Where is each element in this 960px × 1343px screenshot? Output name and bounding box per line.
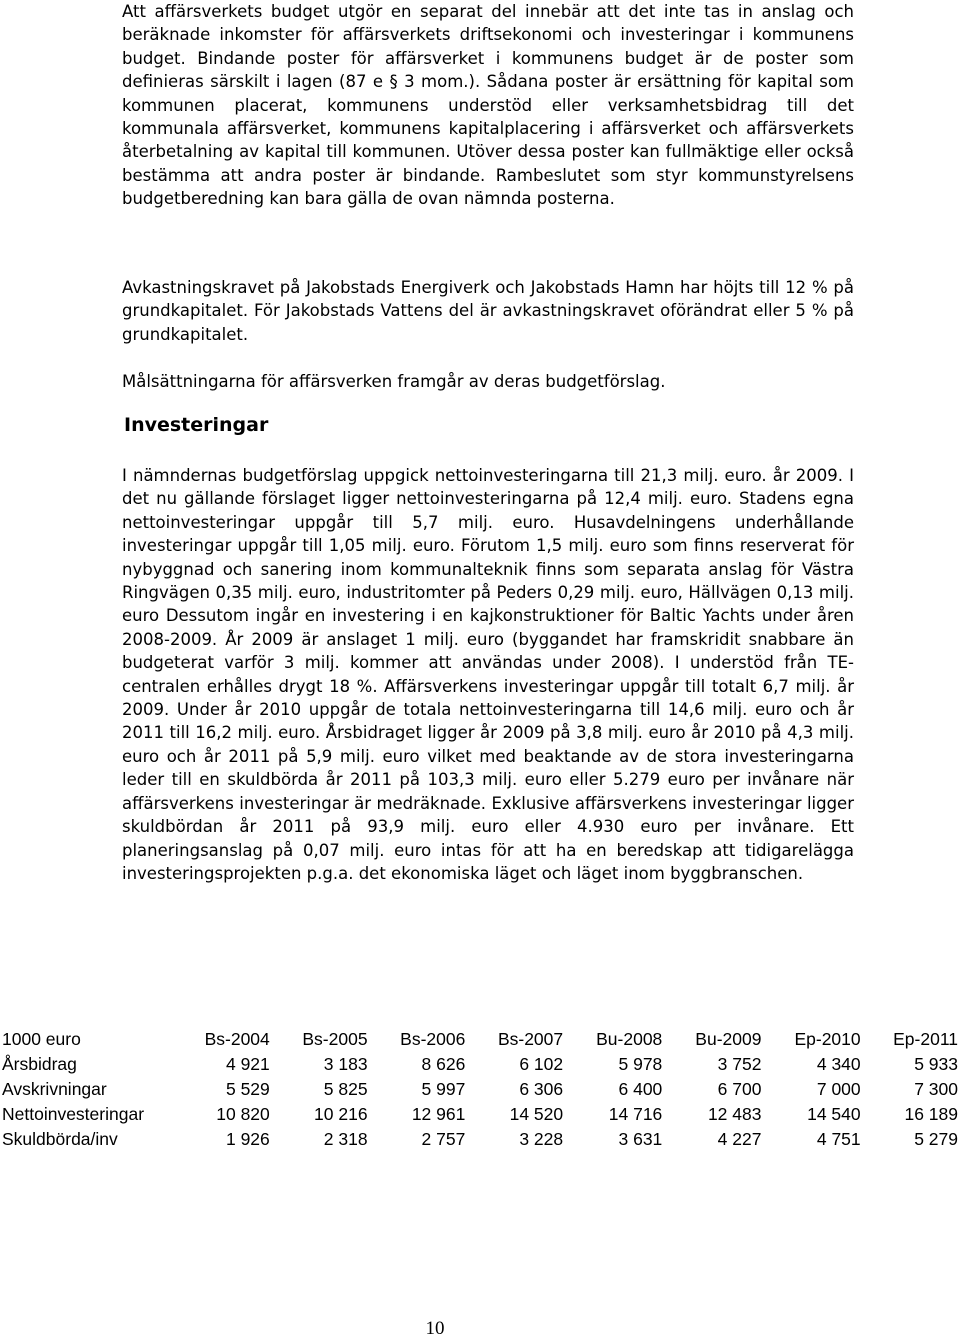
goals-paragraph: Målsättningarna för affärsverken framgår av deras budgetförslag.	[122, 372, 666, 391]
table-row	[0, 1127, 960, 1152]
table-cell: 5 279	[914, 1129, 958, 1149]
column-header: Ep-2011	[893, 1029, 958, 1049]
table-cell: 14 520	[509, 1104, 564, 1124]
column-header: Bu-2008	[596, 1029, 663, 1049]
table-cell: 14 716	[608, 1104, 663, 1124]
table-cell: 6 306	[519, 1079, 564, 1099]
table-cell: 4 751	[816, 1129, 861, 1149]
investments-paragraph: I nämndernas budgetförslag uppgick nettoinvesteringarna till 21,3 milj. euro. år 2009. I det nu gällande förslaget ligger nettoinvesteringarna på 12,4 milj. euro. Stadens egna nettoinvesteringar uppgår till 5,7 milj. euro. Husavdelningens underhållande investeringar uppgår till 1,05 milj. euro. Förutom 1,5 milj. euro som finns reserverat för nybyggnad och sanering inom kommunalteknik finns som separata anslag för Västra Ringvägen 0,35 milj. euro, industritomter på Peders 0,29 milj. euro, Hällvägen 0,13 milj. euro Dessutom ingår en investering i en kajkonstruktioner för Baltic Yachts under åren 2008-2009. År 2009 är anslaget 1 milj. euro (byggandet har framskridit snabbare än budgeterat varför 3 milj. kommer att användas under 2008). I understöd från TE-centralen erhålles drygt 18 %. Affärsverkens investeringar uppgår till totalt 6,7 milj. år 2009. Under år 2010 uppgår de totala nettoinvesteringarna till 14,6 milj. euro och år 2011 till 16,2 milj. euro. Årsbidraget ligger år 2009 på 3,8 milj. euro år 2010 på 4,3 milj. euro och år 2011 på 5,9 milj. euro vilket med beaktande av de stora investeringarna leder till en skuldbörda år 2011 på 103,3 milj. euro eller 5.279 euro per invånare när affärsverkens investeringar är medräknade. Exklusive affärsverkens investeringar ligger skuldbördan år 2011 på 93,9 milj. euro eller 4.930 euro per invånare. Ett planeringsanslag på 0,07 milj. euro intas för att ha en beredskap att tidigarelägga investeringsprojekten p.g.a. det ekonomiska läget och läget inom byggbranschen.	[122, 466, 854, 883]
column-header: Bs-2005	[302, 1029, 368, 1049]
column-header: Bu-2009	[695, 1029, 762, 1049]
financial-table	[0, 1027, 960, 1152]
table-cell: 2 318	[323, 1129, 368, 1149]
row-label: Skuldbörda/inv	[2, 1129, 118, 1149]
table-cell: 14 540	[807, 1104, 861, 1124]
row-label: Årsbidrag	[2, 1054, 77, 1074]
column-header: Bs-2006	[400, 1029, 466, 1049]
column-header: Bs-2004	[204, 1029, 270, 1049]
table-cell: 12 961	[411, 1104, 466, 1124]
table-cell: 12 483	[707, 1104, 762, 1124]
table-cell: 3 752	[717, 1054, 762, 1074]
table-header-row	[0, 1027, 960, 1052]
table-cell: 10 820	[216, 1104, 270, 1124]
column-header: Bs-2007	[497, 1029, 564, 1049]
row-label: Avskrivningar	[2, 1079, 107, 1099]
table-cell: 2 757	[421, 1129, 466, 1149]
table-row	[0, 1077, 960, 1102]
table-row	[0, 1102, 960, 1127]
table-cell: 6 102	[519, 1054, 564, 1074]
table-cell: 8 626	[421, 1054, 466, 1074]
table-cell: 16 189	[904, 1104, 958, 1124]
intro-paragraph: Att affärsverkets budget utgör en separat del innebär att det inte tas in anslag och beräknade inkomster för affärsverkets driftsekonomi och investeringar i kommunens budget. Bindande poster för affärsverket i kommunens budget är de poster som definieras särskilt i lagen (87 e § 3 mom.). Sådana poster är ersättning för kapital som kommunen placerat, kommunens understöd eller verksamhetsbidrag till det kommunala affärsverket, kommunens kapitalplacering i affärsverket och affärsverkets återbetalning av kapital till kommunen. Utöver dessa poster kan fullmäktige eller också bestämma att andra poster är bindande. Rambeslutet som styr kommunstyrelsens budgetberedning kan bara gälla de ovan nämnda posterna.	[122, 2, 854, 209]
table-cell: 5 933	[914, 1054, 958, 1074]
section-heading-investments: Investeringar	[124, 414, 269, 436]
table-cell: 7 000	[816, 1079, 861, 1099]
table-cell: 3 183	[323, 1054, 368, 1074]
table-cell: 10 216	[314, 1104, 368, 1124]
table-cell: 4 921	[225, 1054, 270, 1074]
table-row	[0, 1052, 960, 1077]
table-cell: 5 978	[618, 1054, 663, 1074]
table-cell: 4 227	[717, 1129, 762, 1149]
table-cell: 5 825	[323, 1079, 368, 1099]
table-cell: 4 340	[816, 1054, 861, 1074]
return-requirement-paragraph: Avkastningskravet på Jakobstads Energiverk och Jakobstads Hamn har höjts till 12 % på grundkapitalet. För Jakobstads Vattens del är avkastningskravet oförändrat eller 5 % på grundkapitalet.	[122, 278, 854, 344]
table-cell: 3 631	[618, 1129, 663, 1149]
table-cell: 6 400	[618, 1079, 663, 1099]
row-label: Nettoinvesteringar	[2, 1104, 145, 1124]
table-cell: 3 228	[519, 1129, 564, 1149]
column-header: Ep-2010	[794, 1029, 861, 1049]
table-cell: 7 300	[914, 1079, 958, 1099]
page-number: 10	[425, 1318, 445, 1339]
table-cell: 6 700	[717, 1079, 762, 1099]
table-cell: 5 529	[225, 1079, 270, 1099]
table-unit-label: 1000 euro	[2, 1029, 81, 1049]
table-cell: 5 997	[421, 1079, 466, 1099]
table-cell: 1 926	[225, 1129, 270, 1149]
